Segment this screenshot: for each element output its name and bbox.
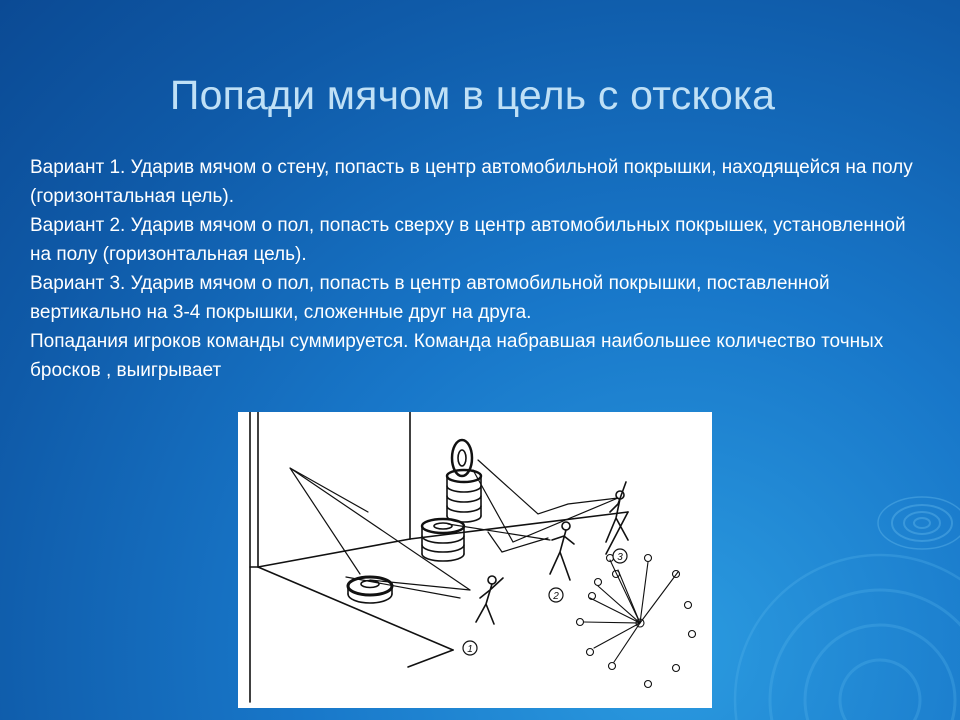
marker-2-label: 2 [553, 591, 559, 602]
scoring-rule-text: Попадания игроков команды суммируется. Команда набравшая наибольшее количество точных бросков , выигрывает [30, 331, 884, 381]
slide-title: Попади мячом в цель с отскока [169, 72, 776, 118]
tire-stack-tall [447, 440, 481, 522]
game-illustration [238, 412, 712, 708]
player-1-figure [476, 576, 503, 624]
player-markers [463, 549, 627, 655]
marker-1-label: 1 [467, 644, 473, 655]
court-walls [250, 412, 628, 702]
player-2-figure [550, 522, 574, 580]
slide-body [30, 153, 930, 385]
illustration-drawing [238, 412, 712, 708]
variant-3-text: Вариант 3. Ударив мячом о пол, попасть в центр автомобильной покрышки, поставленной вертикально на 3-4 покрышки, сложенные друг на друга. [30, 273, 830, 323]
variant-2-text: Вариант 2. Ударив мячом о пол, попасть сверху в центр автомобильных покрышек, установленной на полу (горизонтальная цель). [30, 215, 906, 265]
pass-pattern [577, 555, 696, 688]
variant-1-text: Вариант 1. Ударив мячом о стену, попасть в центр автомобильной покрышки, находящейся на полу (горизонтальная цель). [30, 157, 913, 207]
marker-3-label: 3 [617, 552, 623, 563]
